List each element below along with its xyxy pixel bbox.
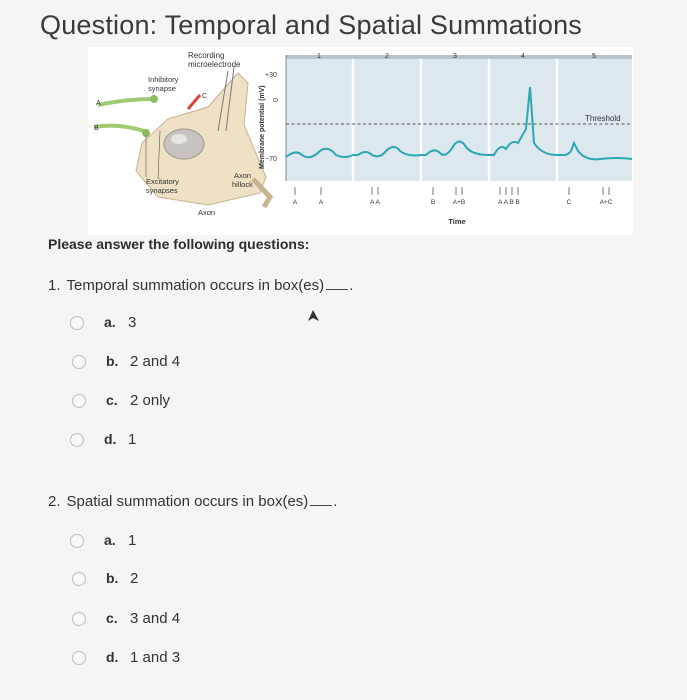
panel-3-label: 3 <box>453 53 457 60</box>
option-text: 1 <box>128 431 137 448</box>
synapses-label: synapses <box>146 186 178 195</box>
stimulus-label-6: A A B B <box>498 199 520 206</box>
question-title: Question: Temporal and Spatial Summations <box>40 10 582 40</box>
stimulus-label-3: A A <box>370 199 380 206</box>
option-text: 3 and 4 <box>130 610 181 627</box>
synapse-b-label: B <box>94 125 99 132</box>
radio-button[interactable] <box>70 534 84 548</box>
stimulus-label-5: A+B <box>452 199 466 206</box>
panel-2-label: 2 <box>385 53 389 60</box>
option-letter: b. <box>106 353 119 369</box>
answer-blank <box>326 289 348 290</box>
option-letter: d. <box>104 431 117 447</box>
synapse-c-label: C <box>202 93 208 100</box>
stimulus-arrows <box>295 187 609 195</box>
question-1-text: Temporal summation occurs in box(es) <box>66 277 325 294</box>
question-1 <box>48 277 353 294</box>
y-tick-top: +30 <box>265 72 277 79</box>
option-letter: a. <box>104 532 116 548</box>
question-2-period: . <box>333 493 338 510</box>
radio-button[interactable] <box>72 612 86 626</box>
inhibitory-label: Inhibitory <box>148 75 179 84</box>
question-2-text: Spatial summation occurs in box(es) <box>66 493 309 510</box>
stimulus-label-1: A <box>292 199 298 206</box>
panel-1-label: 1 <box>317 53 321 60</box>
radio-button[interactable] <box>72 355 86 369</box>
radio-button[interactable] <box>70 316 84 330</box>
threshold-label: Threshold <box>585 114 621 123</box>
membrane-potential-graph <box>286 53 632 181</box>
instructions-prompt: Please answer the following questions: <box>48 236 310 252</box>
axon-hillock-label-2: hillock <box>232 180 253 189</box>
recording-label: Recording <box>188 51 225 60</box>
axon-hillock-label-1: Axon <box>234 171 252 180</box>
y-axis-label: Membrane potential (mV) <box>259 85 266 169</box>
y-tick-zero: 0 <box>271 98 278 102</box>
axon-label: Axon <box>198 208 216 217</box>
panel-4-label: 4 <box>521 53 525 60</box>
synapse-a-label: A <box>96 100 101 107</box>
synapse-label: synapse <box>148 84 176 93</box>
excitatory-label: Excitatory <box>146 177 179 186</box>
option-text: 1 and 3 <box>130 649 181 666</box>
option-letter: a. <box>104 314 116 330</box>
panel-5-label: 5 <box>592 53 596 60</box>
stimulus-label-7: C <box>566 199 572 206</box>
summation-diagram <box>88 47 633 235</box>
pointer-icon <box>307 309 321 323</box>
option-letter: c. <box>106 610 118 626</box>
microelectrode-label: microelectrode <box>188 60 241 69</box>
radio-button[interactable] <box>72 394 86 408</box>
option-text: 3 <box>128 314 137 331</box>
radio-button[interactable] <box>70 433 84 447</box>
option-text: 2 and 4 <box>130 353 181 370</box>
y-tick-bottom: −70 <box>265 156 277 163</box>
question-2-number: 2. <box>48 493 61 510</box>
stimulus-label-4: B <box>430 199 436 206</box>
summation-figure <box>88 47 633 235</box>
question-1-period: . <box>349 277 354 294</box>
option-letter: c. <box>106 392 118 408</box>
radio-button[interactable] <box>72 572 86 586</box>
x-axis-label: Time <box>448 217 466 226</box>
stimulus-label-8: A+C <box>599 199 613 206</box>
question-2 <box>48 493 337 510</box>
question-1-number: 1. <box>48 277 61 294</box>
option-text: 2 <box>130 570 139 587</box>
radio-button[interactable] <box>72 651 86 665</box>
option-text: 2 only <box>130 392 171 409</box>
option-text: 1 <box>128 532 137 549</box>
option-letter: b. <box>106 570 119 586</box>
answer-blank <box>310 505 332 506</box>
option-letter: d. <box>106 649 119 665</box>
stimulus-label-2: A <box>318 199 324 206</box>
